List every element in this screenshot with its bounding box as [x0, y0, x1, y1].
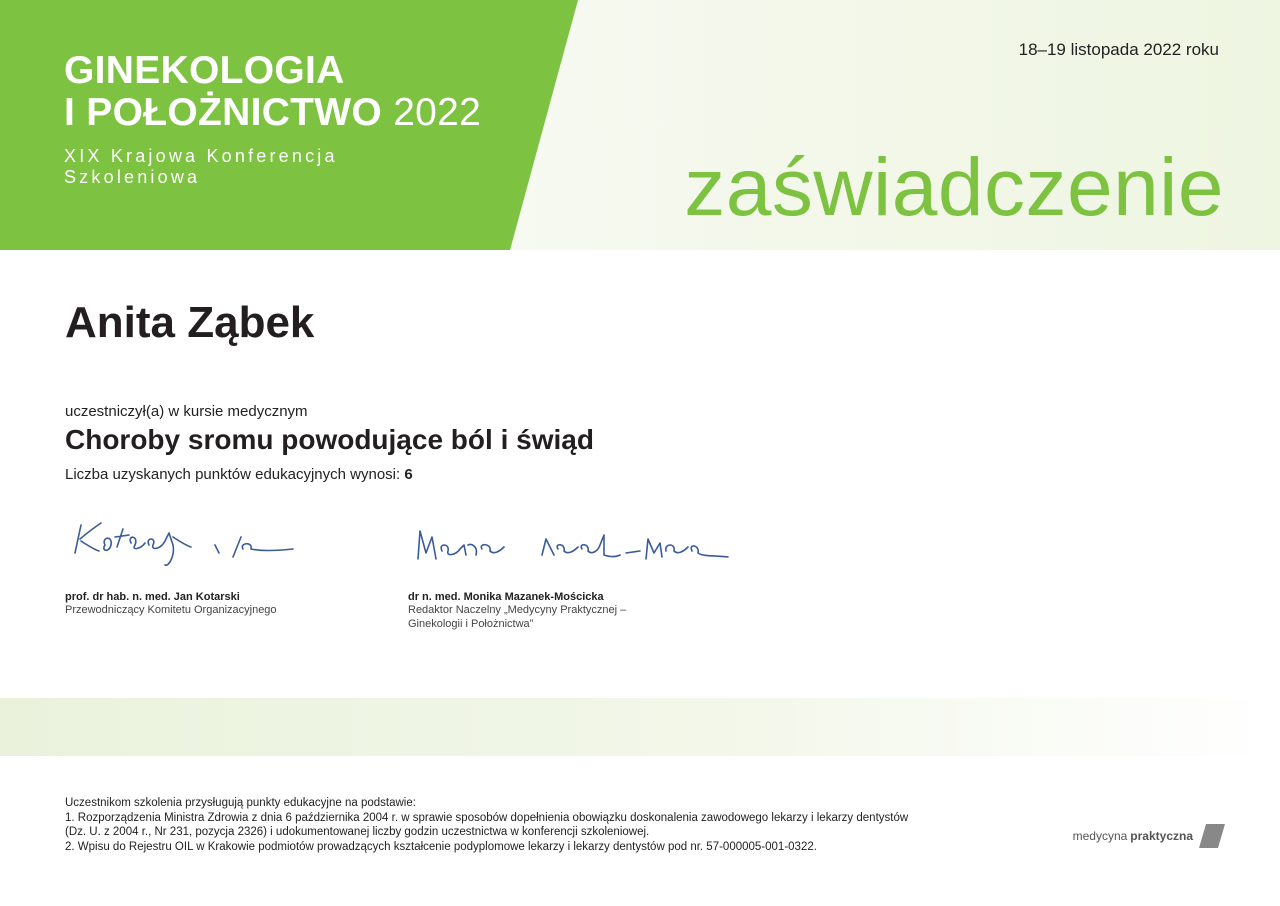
conference-title-text: I POŁOŻNICTWO — [64, 91, 383, 134]
signer-role-1: Przewodniczący Komitetu Organizacyjnego — [65, 604, 277, 616]
participant-name: Anita Ząbek — [65, 298, 315, 347]
signer-role-2: Redaktor Naczelny „Medycyny Praktycznej – Ginekologii i Położnictwa” — [408, 604, 627, 630]
footer-band — [0, 698, 1280, 756]
participation-text: uczestniczył(a) w kursie medycznym — [65, 403, 308, 420]
signature-block-2 — [408, 515, 738, 631]
points-label: Liczba uzyskanych punktów edukacyjnych wynosi: — [65, 466, 401, 483]
course-title: Choroby sromu powodujące ból i świąd — [65, 424, 594, 455]
document-title: zaświadczenie — [684, 142, 1224, 233]
logo-word-2: praktyczna — [1130, 829, 1193, 843]
notes-intro: Uczestnikom szkolenia przysługują punkty edukacyjne na podstawie: — [65, 797, 416, 809]
signature-block-1 — [65, 515, 305, 617]
points-value: 6 — [404, 466, 413, 483]
conference-title — [64, 50, 481, 134]
signature-image-1 — [65, 515, 305, 585]
signature-image-2 — [408, 515, 738, 585]
logo-mark-icon — [1199, 824, 1225, 848]
event-date: 18–19 listopada 2022 roku — [1018, 40, 1219, 59]
notes-point-1: 1. Rozporządzenia Ministra Zdrowia z dnia 6 października 2004 r. w sprawie sposobów dopełnienia obowiązku doskonalenia zawodowego lekarzy i lekarzy dentystów (Dz. U. z 2004 r., Nr 231, pozycja 2326) i udokumentowanej liczby godzin uczestnictwa w konferencji szkoleniowej. — [65, 811, 909, 838]
conference-title-line1: GINEKOLOGIA — [64, 49, 345, 92]
logo-word-1: medycyna — [1072, 829, 1128, 843]
publisher-logo — [1073, 824, 1225, 848]
signer-name-1: prof. dr hab. n. med. Jan Kotarski — [65, 591, 240, 603]
legal-notes — [65, 796, 925, 854]
signer-name-2: dr n. med. Monika Mazanek-Mościcka — [408, 591, 604, 603]
points-line — [65, 466, 413, 483]
conference-title-line2 — [64, 92, 481, 134]
conference-year: 2022 — [393, 91, 482, 134]
notes-point-2: 2. Wpisu do Rejestru OIL w Krakowie podmiotów prowadzących kształcenie podyplomowe lekarzy i lekarzy dentystów pod nr. 57-000005-001-0322. — [65, 840, 817, 853]
conference-subtitle: XIX Krajowa Konferencja Szkoleniowa — [64, 146, 338, 187]
